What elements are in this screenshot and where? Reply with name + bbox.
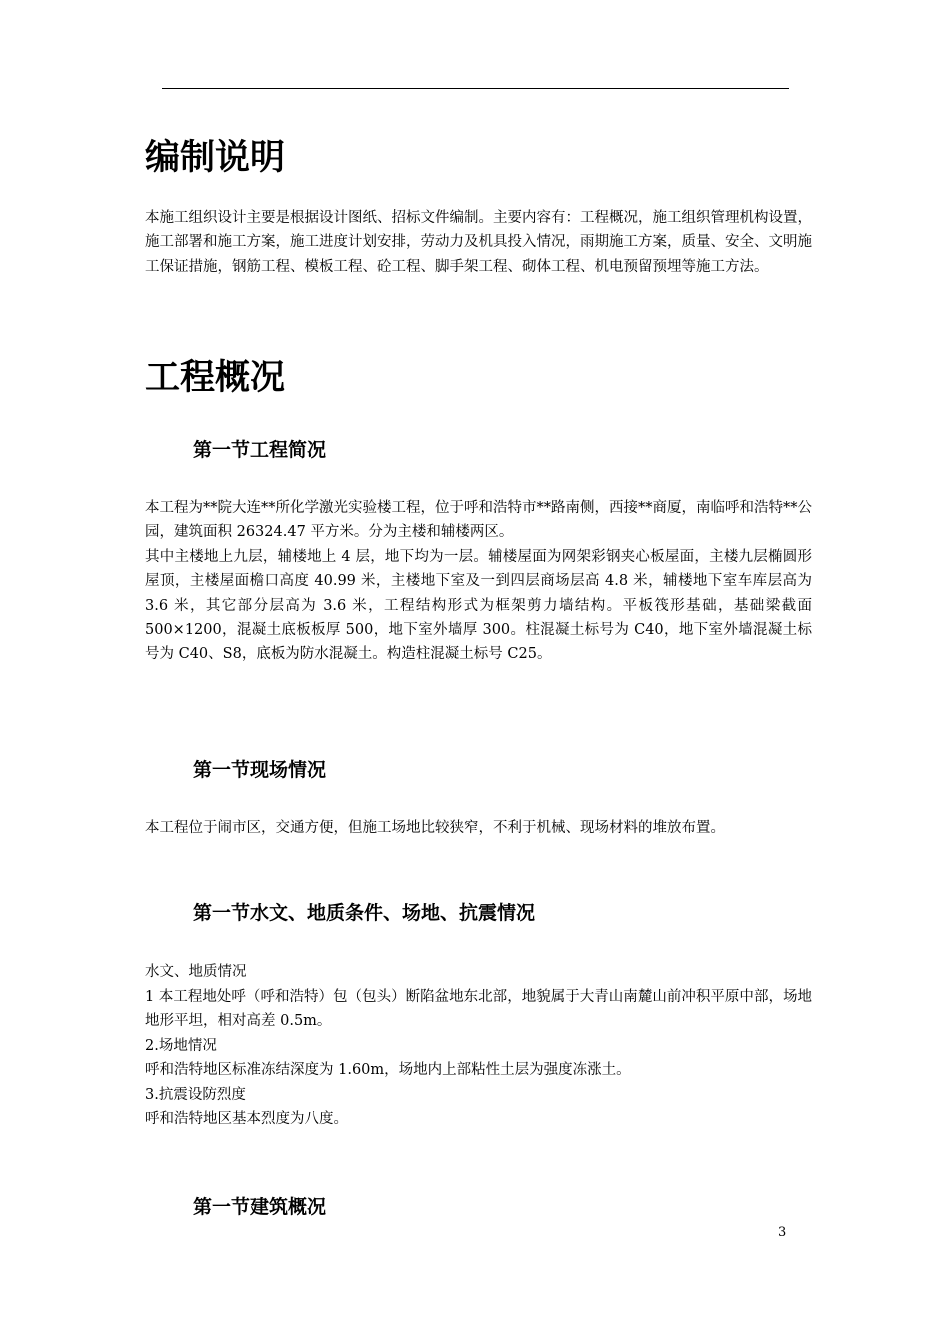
hydro-geology-line-5: 3.抗震设防烈度 (145, 1087, 246, 1103)
page-number: 3 (778, 1225, 787, 1240)
project-brief-paragraph-2: 其中主楼地上九层，辅楼地上 4 层，地下均为一层。辅楼屋面为网架彩钢夹心板屋面，主楼九层椭圆形屋顶，主楼屋面檐口高度 40.99 米，主楼地下室及一到四层商场层高 4.8 米，辅楼地下室车库层高为 3.6 米，其它部分层高为 3.6 米，工程结构形式为框架剪力墙结构。平板筏形基础，基础梁截面 500×1200，混凝土底板板厚 500，地下室外墙厚 300。柱混凝土标号为 C40，地下室外墙混凝土标号为 C40、S8，底板为防水混凝土。构造柱混凝土标号 C25。 (145, 549, 812, 663)
hydro-geology-line-4: 呼和浩特地区标准冻结深度为 1.60m，场地内上部粘性土层为强度冻涨土。 (145, 1062, 631, 1078)
heading-preparation-notes: 编制说明 (145, 138, 286, 178)
preparation-notes-paragraph: 本施工组织设计主要是根据设计图纸、招标文件编制。主要内容有：工程概况，施工组织管理机构设置，施工部署和施工方案，施工进度计划安排，劳动力及机具投入情况，雨期施工方案，质量、安全、文明施工保证措施，钢筋工程、模板工程、砼工程、脚手架工程、砌体工程、机电预留预埋等施工方法。 (145, 210, 812, 275)
hydro-geology-line-2: 1 本工程地处呼（呼和浩特）包（包头）断陷盆地东北部，地貌属于大青山南麓山前冲积平原中部，场地地形平坦，相对高差 0.5m。 (145, 989, 812, 1030)
header-rule (162, 88, 789, 89)
site-conditions-paragraph: 本工程位于闹市区，交通方便，但施工场地比较狭窄，不利于机械、现场材料的堆放布置。 (145, 820, 725, 836)
hydro-geology-line-1: 水文、地质情况 (145, 964, 247, 980)
hydro-geology-line-6: 呼和浩特地区基本烈度为八度。 (145, 1111, 348, 1127)
hydro-geology-line-3: 2.场地情况 (145, 1038, 217, 1054)
heading-site-conditions: 第一节现场情况 (193, 759, 327, 781)
heading-architecture: 第一节建筑概况 (193, 1196, 327, 1218)
project-brief-paragraph-1: 本工程为**院大连**所化学激光实验楼工程，位于呼和浩特市**路南侧，西接**商厦，南临呼和浩特**公园，建筑面积 26324.47 平方米。分为主楼和辅楼两区。 (145, 500, 812, 541)
heading-project-brief: 第一节工程简况 (193, 439, 327, 461)
heading-hydro-geology: 第一节水文、地质条件、场地、抗震情况 (193, 902, 536, 924)
heading-project-overview: 工程概况 (145, 358, 286, 398)
